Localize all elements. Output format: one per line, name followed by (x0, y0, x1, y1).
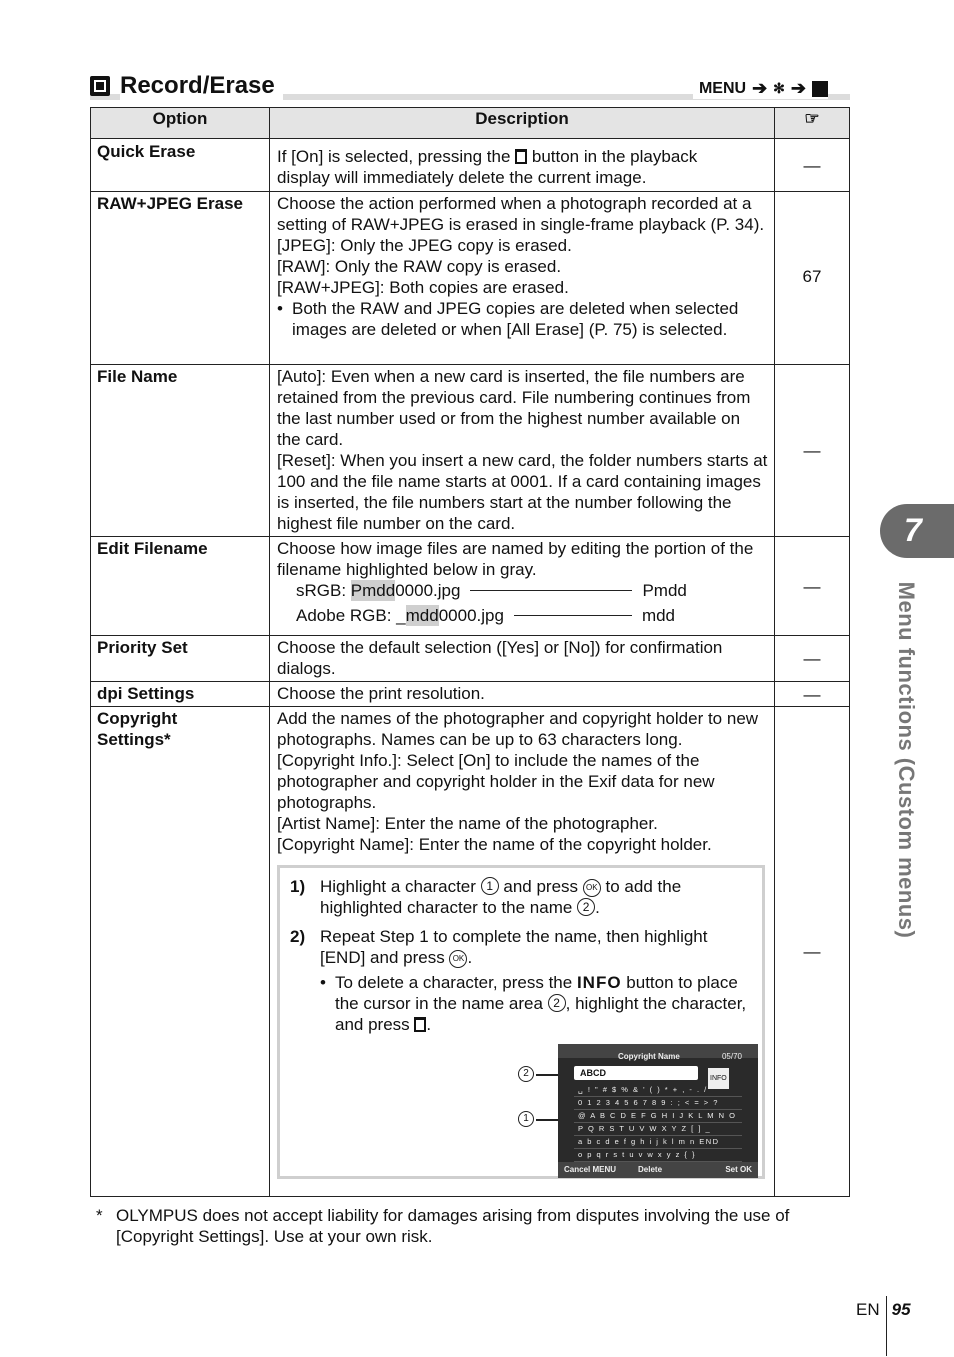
callout-2-icon: 2 (577, 898, 595, 916)
reference-icon: ☞ (775, 108, 850, 139)
menu-path (693, 78, 828, 99)
ref-priority-set: — (775, 636, 850, 682)
step-bullet: • To delete a character, press the INFO button to place the cursor in the name area 2 , highlight the character, and press . (320, 973, 747, 1034)
ref-copyright-settings: — (775, 707, 850, 1197)
ref-edit-filename: — (775, 537, 850, 636)
callout-1-icon: 1 (481, 877, 499, 895)
footnote: * OLYMPUS does not accept liability for damages arising from disputes involving the use of [Copyright Settings]. Use at your own risk. (96, 1206, 790, 1246)
srgb-filename-example: sRGB: Pmdd 0000.jpg Pmdd (296, 581, 687, 600)
table-row (91, 537, 850, 636)
description-file-name: [Auto]: Even when a new card is inserted, the file numbers are retained from the previous card. File numbering continues from the last number used or from the highest number available on the card. [Reset]: When you insert a new card, the folder numbers starts at 100 and the file name starts at 0001. If a card containing images is inserted, the file numbers start at the number following the highest file number on the card. (270, 365, 775, 537)
option-raw-jpeg-erase: RAW+JPEG Erase (91, 192, 270, 365)
camera-screen-illustration (558, 1044, 758, 1178)
table-row (91, 682, 850, 707)
table-row (91, 636, 850, 682)
menu-label: MENU (698, 79, 747, 97)
section-header (90, 72, 850, 100)
arrow-icon: ➔ (790, 78, 806, 98)
chapter-title: Menu functions (Custom menus) (894, 581, 919, 939)
chapter-tab: 7 (880, 504, 954, 558)
step-1: 1) Highlight a character 1 and press OK to add the highlighted character to the name 2 . (290, 877, 682, 917)
table-row (91, 139, 850, 192)
trash-icon (414, 1017, 426, 1032)
ref-raw-jpeg-erase: 67 (775, 192, 850, 365)
callout-2-icon: 2 (548, 994, 566, 1012)
bullet-item: • Both the RAW and JPEG copies are deleted when selected images are deleted or when [All Erase] (P. 75) is selected. (277, 299, 739, 339)
option-priority-set: Priority Set (91, 636, 270, 682)
screen-header: Copyright Name 05/70 (558, 1044, 758, 1058)
option-quick-erase: Quick Erase (91, 139, 270, 192)
description-priority-set: Choose the default selection ([Yes] or [No]) for confirmation dialogs. (270, 636, 775, 682)
options-table (90, 107, 850, 1197)
custom-menu-gear-icon: ✻ (773, 80, 785, 96)
description-edit-filename: Choose how image files are named by editing the portion of the filename highlighted below in gray. sRGB: Pmdd 0000.jpg Pmdd Adobe RGB: _ mdd 0000.jpg mdd (270, 537, 775, 636)
option-dpi-settings: dpi Settings (91, 682, 270, 707)
callout-2-icon: 2 (518, 1066, 534, 1082)
option-file-name: File Name (91, 365, 270, 537)
step-2: 2) Repeat Step 1 to complete the name, then highlight [END] and press OK . (290, 927, 708, 967)
adobe-filename-example: Adobe RGB: _ mdd 0000.jpg mdd (296, 606, 676, 625)
instructions-box (277, 865, 765, 1179)
info-button-label: INFO (576, 973, 622, 992)
section-title: Record/Erase (120, 72, 283, 100)
name-area: ABCD (574, 1066, 698, 1080)
ref-quick-erase: — (775, 139, 850, 192)
arrow-icon: ➔ (752, 78, 768, 98)
header-description: Description (270, 108, 775, 139)
table-row (91, 192, 850, 365)
table-row (91, 707, 850, 1197)
description-quick-erase: If [On] is selected, pressing the button in the playback display will immediately delete the current image. (270, 139, 775, 192)
page-number: EN 95 (856, 1300, 911, 1319)
table-row (91, 365, 850, 537)
record-erase-icon (90, 76, 110, 96)
record-erase-tab-icon (812, 81, 828, 97)
ok-button-icon: OK (449, 950, 467, 968)
description-raw-jpeg-erase: Choose the action performed when a photograph recorded at a setting of RAW+JPEG is erased in single-frame playback (P. 34). [JPEG]: Only the JPEG copy is erased. [RAW]: Only the RAW copy is erased. [RAW+JPEG]: Both copies are erased. • Both the RAW and JPEG copies are deleted when selected images are deleted or when [All Erase] (P. 75) is selected. (270, 192, 775, 365)
ok-button-icon: OK (583, 879, 601, 897)
info-icon: INFO (708, 1068, 729, 1089)
ref-dpi-settings: — (775, 682, 850, 707)
description-dpi-settings: Choose the print resolution. (270, 682, 775, 707)
ref-file-name: — (775, 365, 850, 537)
description-copyright-settings: Add the names of the photographer and copyright holder to new photographs. Names can be up to 63 characters long. [Copyright Info.]: Select [On] to include the names of the photographer and copyright holder in the Exif data for new photographs. [Artist Name]: Enter the name of the photographer. [Copyright Name]: Enter the name of the copyright holder. 1) Highlight a character 1 and press OK to add the highlighted character to the name 2 . 2) Repeat Step 1 to complete the name, then highlight [END] and press OK . • To delete a character, press the INFO button to place the cursor in the name area 2 , highlight the character, and press . 2 1 Copyright Name 05/70 ABCD INFO ␣ ! " # $ % & ' ( ) * + , - . / 0 1 2 3 4 5 6 7 8 9 : ; < = > ? @ A B C D E F G H I J K L M N O P Q R S T U V W X Y Z [ ] _ a b c d e f g h i j k l m n END o p q r s t u v w x y z { } Cancel MENU Delete Set OK (270, 707, 775, 1197)
header-option: Option (91, 108, 270, 139)
character-grid: ␣ ! " # $ % & ' ( ) * + , - . / 0 1 2 3 4 5 6 7 8 9 : ; < = > ? @ A B C D E F G H I J K L M N O P Q R S T U V W X Y Z [ ] _ a b c d e f g h i j k l m n END o p q r s t u v w x y z { } (574, 1084, 742, 1162)
option-edit-filename: Edit Filename (91, 537, 270, 636)
option-copyright-settings: Copyright Settings* (91, 707, 270, 1197)
trash-icon (515, 149, 527, 164)
callout-1-icon: 1 (518, 1111, 534, 1127)
screen-footer: Cancel MENU Delete Set OK (558, 1162, 758, 1178)
table-header-row (91, 108, 850, 139)
